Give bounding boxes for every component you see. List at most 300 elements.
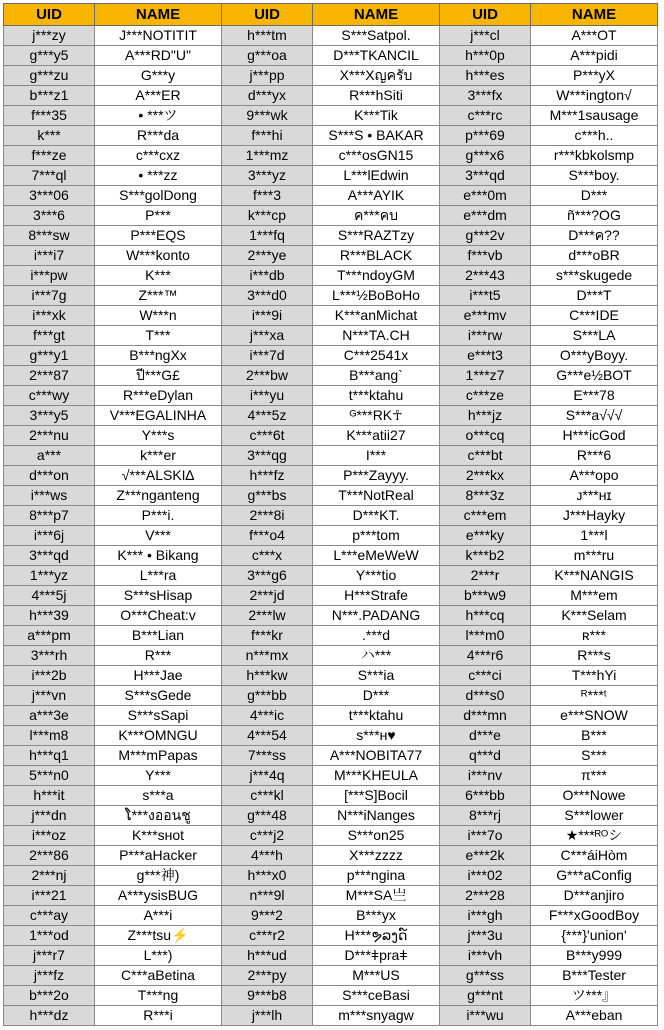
uid-cell: c***wy xyxy=(4,386,95,406)
uid-cell: i***21 xyxy=(4,886,95,906)
name-cell: K***anMichat xyxy=(313,306,440,326)
uid-cell: 3***fx xyxy=(440,86,531,106)
uid-cell: 2***86 xyxy=(4,846,95,866)
name-cell: .***d xyxy=(313,626,440,646)
name-cell: ᴳ***RK☥ xyxy=(313,406,440,426)
name-cell: H***icGod xyxy=(531,426,658,446)
uid-cell: d***yx xyxy=(222,86,313,106)
name-cell: A***eban xyxy=(531,1006,658,1026)
uid-cell: 8***3z xyxy=(440,486,531,506)
uid-cell: g***y5 xyxy=(4,46,95,66)
uid-cell: b***z1 xyxy=(4,86,95,106)
uid-cell: i***db xyxy=(222,266,313,286)
uid-cell: 8***sw xyxy=(4,226,95,246)
uid-cell: 3***d0 xyxy=(222,286,313,306)
name-cell: A***pidi xyxy=(531,46,658,66)
name-cell: L***ra xyxy=(95,566,222,586)
uid-cell: f***o4 xyxy=(222,526,313,546)
uid-cell: h***kw xyxy=(222,666,313,686)
uid-cell: q***d xyxy=(440,746,531,766)
uid-cell: f***3 xyxy=(222,186,313,206)
uid-cell: 4***5z xyxy=(222,406,313,426)
table-row xyxy=(4,326,658,346)
name-cell: k***er xyxy=(95,446,222,466)
table-row xyxy=(4,986,658,1006)
name-cell: R***hSiti xyxy=(313,86,440,106)
name-cell: S***sSapi xyxy=(95,706,222,726)
uid-cell: 9***b8 xyxy=(222,986,313,1006)
name-cell: R*** xyxy=(95,646,222,666)
uid-cell: 3***y5 xyxy=(4,406,95,426)
uid-cell: p***69 xyxy=(440,126,531,146)
name-cell: V***EGALINHA xyxy=(95,406,222,426)
uid-cell: e***2k xyxy=(440,846,531,866)
name-cell: S***lower xyxy=(531,806,658,826)
uid-cell: i***7d xyxy=(222,346,313,366)
uid-cell: h***q1 xyxy=(4,746,95,766)
header-uid-1: UID xyxy=(4,4,95,26)
name-cell: O***Cheat:v xyxy=(95,606,222,626)
uid-cell: h***jz xyxy=(440,406,531,426)
uid-cell: 1***mz xyxy=(222,146,313,166)
name-cell: ค***คบ xyxy=(313,206,440,226)
table-row xyxy=(4,266,658,286)
header-name-2: NAME xyxy=(313,4,440,26)
uid-cell: 1***od xyxy=(4,926,95,946)
table-row xyxy=(4,546,658,566)
uid-cell: c***ze xyxy=(440,386,531,406)
uid-cell: c***r2 xyxy=(222,926,313,946)
uid-cell: b***2o xyxy=(4,986,95,1006)
table-row xyxy=(4,26,658,46)
name-cell: π*** xyxy=(531,766,658,786)
uid-cell: f***hi xyxy=(222,126,313,146)
uid-cell: h***es xyxy=(440,66,531,86)
uid-cell: 2***kx xyxy=(440,466,531,486)
table-row xyxy=(4,906,658,926)
table-row xyxy=(4,486,658,506)
table-row xyxy=(4,246,658,266)
uid-cell: 4***ic xyxy=(222,706,313,726)
uid-cell: 3***qd xyxy=(4,546,95,566)
table-row xyxy=(4,926,658,946)
name-cell: J***Hayky xyxy=(531,506,658,526)
name-cell: T***ndoyGM xyxy=(313,266,440,286)
table-row xyxy=(4,666,658,686)
table-row xyxy=(4,466,658,486)
name-cell: B***y999 xyxy=(531,946,658,966)
name-cell: r***kbkolsmp xyxy=(531,146,658,166)
uid-cell: j***4q xyxy=(222,766,313,786)
name-cell: A***i xyxy=(95,906,222,926)
name-cell: C***2541x xyxy=(313,346,440,366)
uid-cell: d***s0 xyxy=(440,686,531,706)
uid-cell: i***wu xyxy=(440,1006,531,1026)
name-cell: s***skugede xyxy=(531,266,658,286)
name-cell: V*** xyxy=(95,526,222,546)
table-row xyxy=(4,646,658,666)
uid-cell: 7***ss xyxy=(222,746,313,766)
name-cell: J***NOTITIT xyxy=(95,26,222,46)
name-cell: S***ceBasi xyxy=(313,986,440,1006)
uid-cell: c***x xyxy=(222,546,313,566)
name-cell: G***aConfig xyxy=(531,866,658,886)
uid-cell: 2***nu xyxy=(4,426,95,446)
uid-cell: f***vb xyxy=(440,246,531,266)
uid-cell: 3***rh xyxy=(4,646,95,666)
uid-cell: 9***wk xyxy=(222,106,313,126)
uid-cell: g***bb xyxy=(222,686,313,706)
uid-cell: l***m8 xyxy=(4,726,95,746)
table-row xyxy=(4,166,658,186)
table-row xyxy=(4,1006,658,1026)
uid-cell: c***6t xyxy=(222,426,313,446)
uid-cell: c***bt xyxy=(440,446,531,466)
uid-cell: g***nt xyxy=(440,986,531,1006)
name-cell: ʀ*** xyxy=(531,626,658,646)
name-cell: C***áiHòm xyxy=(531,846,658,866)
name-cell: D*** xyxy=(531,186,658,206)
name-cell: c***h.. xyxy=(531,126,658,146)
uid-cell: n***mx xyxy=(222,646,313,666)
uid-cell: c***j2 xyxy=(222,826,313,846)
uid-cell: d***e xyxy=(440,726,531,746)
name-cell: K***OMNGU xyxy=(95,726,222,746)
name-cell: ᴿ***ᵗ xyxy=(531,686,658,706)
uid-cell: f***gt xyxy=(4,326,95,346)
uid-cell: 1***yz xyxy=(4,566,95,586)
name-cell: K***Tik xyxy=(313,106,440,126)
name-cell: B*** xyxy=(531,726,658,746)
name-cell: L***eMeWeW xyxy=(313,546,440,566)
name-cell: s***ʜ♥ xyxy=(313,726,440,746)
name-cell: H***Jae xyxy=(95,666,222,686)
uid-cell: o***cq xyxy=(440,426,531,446)
name-cell: Z***tsu⚡ xyxy=(95,926,222,946)
name-cell: B***ngXx xyxy=(95,346,222,366)
name-cell: T*** xyxy=(95,326,222,346)
uid-cell: j***dn xyxy=(4,806,95,826)
table-row xyxy=(4,446,658,466)
uid-cell: j***pp xyxy=(222,66,313,86)
name-cell: D***ค?? xyxy=(531,226,658,246)
name-cell: ปี***G£ xyxy=(95,366,222,386)
uid-cell: h***fz xyxy=(222,466,313,486)
uid-cell: 2***jd xyxy=(222,586,313,606)
name-cell: ໂ***งออนชู xyxy=(95,806,222,826)
uid-cell: f***35 xyxy=(4,106,95,126)
name-cell: S***RAZTzy xyxy=(313,226,440,246)
name-cell: S***LA xyxy=(531,326,658,346)
uid-cell: i***xk xyxy=(4,306,95,326)
name-cell: K*** xyxy=(95,266,222,286)
name-cell: • ***zz xyxy=(95,166,222,186)
name-cell: K***Selam xyxy=(531,606,658,626)
table-row xyxy=(4,566,658,586)
table-row xyxy=(4,606,658,626)
uid-cell: h***it xyxy=(4,786,95,806)
name-cell: S***boy. xyxy=(531,166,658,186)
uid-cell: a*** xyxy=(4,446,95,466)
uid-cell: i***7o xyxy=(440,826,531,846)
uid-cell: 2***py xyxy=(222,966,313,986)
name-cell: H***ຯລງດ໌ xyxy=(313,926,440,946)
name-cell: Z***nganteng xyxy=(95,486,222,506)
name-cell: g***神) xyxy=(95,866,222,886)
uid-name-table xyxy=(3,3,658,1026)
name-cell: H***Strafe xyxy=(313,586,440,606)
name-cell: E***78 xyxy=(531,386,658,406)
name-cell: D***ǂpraǂ xyxy=(313,946,440,966)
table-row xyxy=(4,406,658,426)
name-cell: {***}'union' xyxy=(531,926,658,946)
uid-cell: e***0m xyxy=(440,186,531,206)
uid-cell: 2***87 xyxy=(4,366,95,386)
name-cell: e***SNOW xyxy=(531,706,658,726)
uid-cell: h***cq xyxy=(440,606,531,626)
name-cell: N***TA.CH xyxy=(313,326,440,346)
uid-cell: g***bs xyxy=(222,486,313,506)
name-cell: P***i. xyxy=(95,506,222,526)
uid-cell: g***x6 xyxy=(440,146,531,166)
uid-cell: i***6j xyxy=(4,526,95,546)
uid-cell: 3***6 xyxy=(4,206,95,226)
name-cell: S*** xyxy=(531,746,658,766)
name-cell: D***anjiro xyxy=(531,886,658,906)
name-cell: t***ktahu xyxy=(313,706,440,726)
table-row xyxy=(4,186,658,206)
name-cell: t***ktahu xyxy=(313,386,440,406)
table-row xyxy=(4,686,658,706)
name-cell: O***Nowe xyxy=(531,786,658,806)
uid-cell: i***nv xyxy=(440,766,531,786)
table-row xyxy=(4,846,658,866)
table-row xyxy=(4,426,658,446)
table-row xyxy=(4,866,658,886)
table-row xyxy=(4,146,658,166)
header-name-3: NAME xyxy=(531,4,658,26)
uid-cell: e***mv xyxy=(440,306,531,326)
name-cell: s***a xyxy=(95,786,222,806)
name-cell: M***SA亗 xyxy=(313,886,440,906)
uid-cell: a***3e xyxy=(4,706,95,726)
uid-cell: c***kl xyxy=(222,786,313,806)
table-row xyxy=(4,106,658,126)
name-cell: G***y xyxy=(95,66,222,86)
name-cell: S***sGede xyxy=(95,686,222,706)
name-cell: B***Lian xyxy=(95,626,222,646)
uid-cell: j***cl xyxy=(440,26,531,46)
name-cell: W***ington√ xyxy=(531,86,658,106)
uid-cell: g***ss xyxy=(440,966,531,986)
uid-cell: g***y1 xyxy=(4,346,95,366)
name-cell: C***aBetina xyxy=(95,966,222,986)
name-cell: S***a√√√ xyxy=(531,406,658,426)
uid-cell: 2***nj xyxy=(4,866,95,886)
name-cell: S***sHisap xyxy=(95,586,222,606)
name-cell: c***osGN15 xyxy=(313,146,440,166)
name-cell: K***NANGIS xyxy=(531,566,658,586)
uid-cell: 3***g6 xyxy=(222,566,313,586)
name-cell: S***on25 xyxy=(313,826,440,846)
uid-cell: 2***ye xyxy=(222,246,313,266)
uid-cell: i***yu xyxy=(222,386,313,406)
name-cell: P*** xyxy=(95,206,222,226)
uid-cell: 9***2 xyxy=(222,906,313,926)
uid-cell: n***9l xyxy=(222,886,313,906)
name-cell: A***NOBITA77 xyxy=(313,746,440,766)
uid-cell: j***vn xyxy=(4,686,95,706)
uid-cell: 2***43 xyxy=(440,266,531,286)
uid-cell: k*** xyxy=(4,126,95,146)
name-cell: m***snyagw xyxy=(313,1006,440,1026)
uid-cell: i***vh xyxy=(440,946,531,966)
table-row xyxy=(4,286,658,306)
name-cell: R***6 xyxy=(531,446,658,466)
header-row xyxy=(4,4,658,26)
uid-cell: e***ky xyxy=(440,526,531,546)
uid-cell: 6***bb xyxy=(440,786,531,806)
name-cell: S***ia xyxy=(313,666,440,686)
uid-cell: f***kr xyxy=(222,626,313,646)
name-cell: B***ang` xyxy=(313,366,440,386)
uid-cell: 3***qg xyxy=(222,446,313,466)
uid-cell: 1***z7 xyxy=(440,366,531,386)
name-cell: T***hYi xyxy=(531,666,658,686)
uid-cell: c***ci xyxy=(440,666,531,686)
name-cell: p***ngina xyxy=(313,866,440,886)
name-cell: W***konto xyxy=(95,246,222,266)
name-cell: S***Satpol. xyxy=(313,26,440,46)
uid-cell: g***zu xyxy=(4,66,95,86)
header-uid-3: UID xyxy=(440,4,531,26)
name-cell: S***S • BAKAR xyxy=(313,126,440,146)
name-cell: • ***ツ xyxy=(95,106,222,126)
name-cell: d***oBR xyxy=(531,246,658,266)
uid-cell: 4***r6 xyxy=(440,646,531,666)
uid-cell: 2***lw xyxy=(222,606,313,626)
name-cell: Y***tio xyxy=(313,566,440,586)
uid-cell: i***t5 xyxy=(440,286,531,306)
name-cell: N***.PADANG xyxy=(313,606,440,626)
name-cell: G***e½BOT xyxy=(531,366,658,386)
uid-cell: 8***rj xyxy=(440,806,531,826)
name-cell: M***em xyxy=(531,586,658,606)
table-row xyxy=(4,126,658,146)
uid-cell: a***pm xyxy=(4,626,95,646)
name-cell: Y*** xyxy=(95,766,222,786)
name-cell: D***T xyxy=(531,286,658,306)
uid-cell: i***ws xyxy=(4,486,95,506)
uid-cell: i***gh xyxy=(440,906,531,926)
name-cell: C***IDE xyxy=(531,306,658,326)
table-row xyxy=(4,386,658,406)
uid-cell: 4***54 xyxy=(222,726,313,746)
name-cell: m***ru xyxy=(531,546,658,566)
name-cell: B***Tester xyxy=(531,966,658,986)
uid-cell: c***em xyxy=(440,506,531,526)
table-row xyxy=(4,226,658,246)
name-cell: R***i xyxy=(95,1006,222,1026)
uid-cell: i***2b xyxy=(4,666,95,686)
table-row xyxy=(4,206,658,226)
name-cell: N***iNanges xyxy=(313,806,440,826)
table-row xyxy=(4,806,658,826)
name-cell: R***s xyxy=(531,646,658,666)
name-cell: ★***ᴿᴼシ xyxy=(531,826,658,846)
uid-cell: 2***r xyxy=(440,566,531,586)
uid-cell: j***r7 xyxy=(4,946,95,966)
uid-cell: j***fz xyxy=(4,966,95,986)
name-cell: p***tom xyxy=(313,526,440,546)
name-cell: X***Xญครับ xyxy=(313,66,440,86)
uid-cell: d***on xyxy=(4,466,95,486)
table-row xyxy=(4,346,658,366)
name-cell: T***ng xyxy=(95,986,222,1006)
uid-cell: i***oz xyxy=(4,826,95,846)
uid-cell: g***2v xyxy=(440,226,531,246)
name-cell: P***EQS xyxy=(95,226,222,246)
uid-cell: i***rw xyxy=(440,326,531,346)
name-cell: B***yx xyxy=(313,906,440,926)
uid-cell: i***pw xyxy=(4,266,95,286)
uid-cell: h***tm xyxy=(222,26,313,46)
name-cell: K***sʜot xyxy=(95,826,222,846)
uid-cell: 3***06 xyxy=(4,186,95,206)
name-cell: A***RD"U" xyxy=(95,46,222,66)
uid-cell: h***0p xyxy=(440,46,531,66)
name-cell: c***cxz xyxy=(95,146,222,166)
name-cell: ñ***?OG xyxy=(531,206,658,226)
name-cell: M***mPapas xyxy=(95,746,222,766)
name-cell: [***S]Bocil xyxy=(313,786,440,806)
uid-cell: 2***8i xyxy=(222,506,313,526)
uid-cell: c***ay xyxy=(4,906,95,926)
uid-cell: c***rc xyxy=(440,106,531,126)
name-cell: A***ysisBUG xyxy=(95,886,222,906)
uid-cell: j***lh xyxy=(222,1006,313,1026)
name-cell: ᴊ***ʜɪ xyxy=(531,486,658,506)
uid-cell: j***3u xyxy=(440,926,531,946)
table-row xyxy=(4,826,658,846)
table-row xyxy=(4,46,658,66)
uid-cell: h***39 xyxy=(4,606,95,626)
name-cell: S***golDong xyxy=(95,186,222,206)
uid-cell: b***w9 xyxy=(440,586,531,606)
name-cell: F***xGoodBoy xyxy=(531,906,658,926)
uid-cell: 8***p7 xyxy=(4,506,95,526)
table-row xyxy=(4,726,658,746)
name-cell: M***US xyxy=(313,966,440,986)
uid-cell: j***xa xyxy=(222,326,313,346)
uid-cell: h***ud xyxy=(222,946,313,966)
name-cell: O***yBoyy. xyxy=(531,346,658,366)
name-cell: Y***s xyxy=(95,426,222,446)
table-row xyxy=(4,786,658,806)
uid-cell: 1***fq xyxy=(222,226,313,246)
uid-cell: 3***qd xyxy=(440,166,531,186)
table-row xyxy=(4,306,658,326)
uid-cell: 3***yz xyxy=(222,166,313,186)
name-cell: A***opo xyxy=(531,466,658,486)
table-row xyxy=(4,746,658,766)
name-cell: W***n xyxy=(95,306,222,326)
uid-cell: h***x0 xyxy=(222,866,313,886)
name-cell: A***OT xyxy=(531,26,658,46)
uid-cell: g***48 xyxy=(222,806,313,826)
table-row xyxy=(4,526,658,546)
uid-cell: 2***bw xyxy=(222,366,313,386)
